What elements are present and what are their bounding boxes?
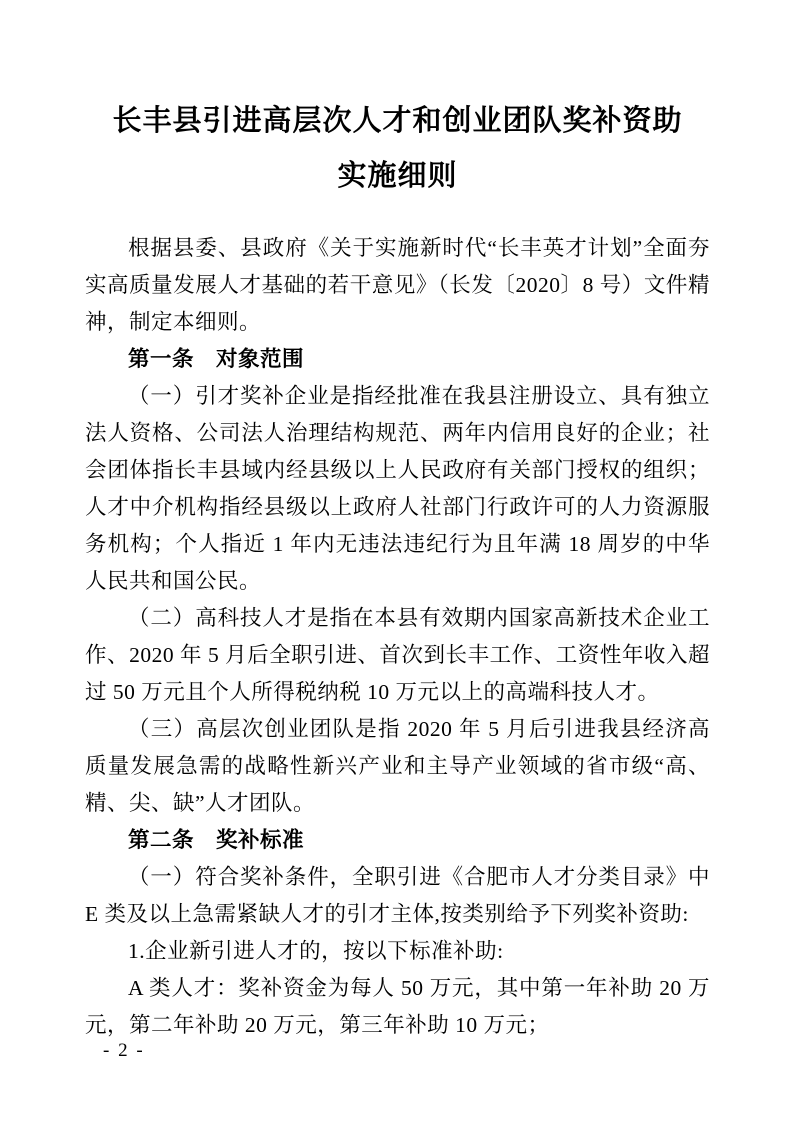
paragraph: （二）高科技人才是指在本县有效期内国家高新技术企业工作、2020 年 5 月后全职引进、首次到长丰工作、工资性年收入超过 50 万元且个人所得税纳税 10 万元以上的高端科技人才。 xyxy=(85,606,710,704)
document-title-line2: 实施细则 xyxy=(337,160,458,192)
document-title xyxy=(85,94,710,204)
document-body xyxy=(85,230,710,1044)
paragraph: 根据县委、县政府《关于实施新时代“长丰英才计划”全面夯实高质量发展人才基础的若干意见》（长发〔2020〕8 号）文件精神，制定本细则。 xyxy=(85,236,710,334)
section-heading: 第二条 奖补标准 xyxy=(128,828,305,852)
paragraph: 1.企业新引进人才的，按以下标准补助: xyxy=(128,939,504,963)
paragraph: （三）高层次创业团队是指 2020 年 5 月后引进我县经济高质量发展急需的战略性新兴产业和主导产业领域的省市级“高、精、尖、缺”人才团队。 xyxy=(85,717,710,815)
document-title-line1: 长丰县引进高层次人才和创业团队奖补资助 xyxy=(112,105,683,137)
document-content xyxy=(85,0,710,1044)
paragraph: （一）符合奖补条件，全职引进《合肥市人才分类目录》中 E 类及以上急需紧缺人才的引才主体,按类别给予下列奖补资助: xyxy=(85,865,710,926)
section-heading: 第一条 对象范围 xyxy=(128,347,305,371)
page-number: - 2 - xyxy=(103,1040,145,1061)
paragraph: A 类人才：奖补资金为每人 50 万元，其中第一年补助 20 万元，第二年补助 20 万元，第三年补助 10 万元； xyxy=(85,976,710,1037)
paragraph: （一）引才奖补企业是指经批准在我县注册设立、具有独立法人资格、公司法人治理结构规范、两年内信用良好的企业；社会团体指长丰县域内经县级以上人民政府有关部门授权的组织；人才中介机构指经县级以上政府人社部门行政许可的人力资源服务机构；个人指近 1 年内无违法违纪行为且年满 18 周岁的中华人民共和国公民。 xyxy=(85,384,710,593)
